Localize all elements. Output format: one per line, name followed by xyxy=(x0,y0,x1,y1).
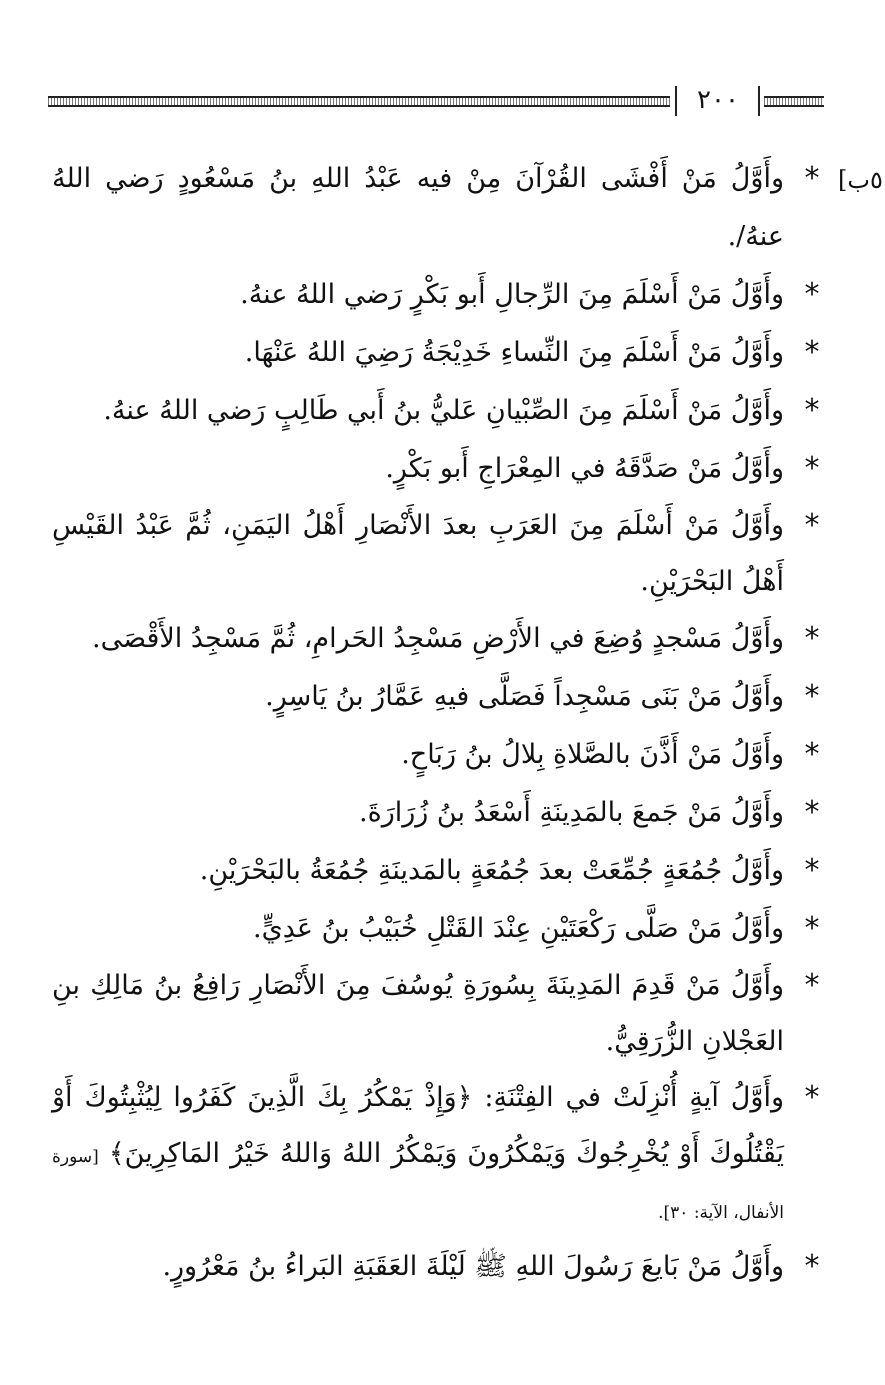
bullet-star: * xyxy=(804,508,820,543)
list-item xyxy=(52,726,832,784)
list-item xyxy=(52,958,832,1070)
list-item xyxy=(52,784,832,842)
list-item xyxy=(52,610,832,668)
bullet-star: * xyxy=(804,393,820,428)
entry-text: وأَوَّلُ مَنْ أَسْلَمَ مِنَ النِّساءِ خَدِيْجَةُ رَضِيَ اللهُ عَنْهَا. xyxy=(244,337,784,368)
entry-text: وأَوَّلُ مَنْ أَذَّنَ بالصَّلاةِ بِلالُ بنُ رَبَاحٍ. xyxy=(401,739,784,770)
entry-text: وأَوَّلُ مَنْ بَنَى مَسْجِداً فَصَلَّى فيهِ عَمَّارُ بنُ يَاسِرٍ. xyxy=(265,681,784,712)
entry-text: وأَوَّلُ مَنْ قَدِمَ المَدِينَةَ بِسُورَةِ يُوسُفَ مِنَ الأَنْصَارِ رَافِعُ بنُ مَالِكِ بنِ العَجْلانِ الزُّرَقِيُّ. xyxy=(52,970,784,1057)
bullet-star: * xyxy=(804,911,820,946)
entry-text: وأَوَّلُ مَنْ أَفْشَى القُرْآنَ مِنْ فيه عَبْدُ اللهِ بنُ مَسْعُودٍ رَضي اللهُ عنهُ/. xyxy=(52,163,784,252)
header-rule-right xyxy=(764,96,824,107)
entry-text: وأَوَّلُ مَنْ جَمعَ بالمَدِينَةِ أَسْعَدُ بنُ زُرَارَةَ. xyxy=(359,797,784,828)
page-number: ٢٠٠ xyxy=(697,85,739,115)
entry-text: وأَوَّلُ آيةٍ أُنْزِلَتْ في الفِتْنَةِ: ﴿وَإِذْ يَمْكُرُ بِكَ الَّذِينَ كَفَرُوا لِيُثْبِتُوكَ أَوْ يَقْتُلُوكَ أَوْ يُخْرِجُوكَ وَيَمْكُرُونَ وَيَمْكُرُ اللهُ وَاللهُ خَيْرُ المَاكِرِينَ﴾ xyxy=(52,1082,784,1169)
list-item xyxy=(52,498,832,610)
page-header xyxy=(0,82,885,122)
bullet-star: * xyxy=(804,968,820,1003)
list-item xyxy=(52,150,832,266)
bullet-star: * xyxy=(804,795,820,830)
list-item xyxy=(52,1238,832,1296)
bullet-star: * xyxy=(804,161,820,196)
list-item xyxy=(52,668,832,726)
list-item xyxy=(52,1070,832,1238)
header-rule-left xyxy=(48,96,670,107)
bullet-star: * xyxy=(804,679,820,714)
entry-text: وأَوَّلُ مَنْ أَسْلَمَ مِنَ الرِّجالِ أَبو بَكْرٍ رَضي اللهُ عنهُ. xyxy=(240,279,784,310)
bullet-star: * xyxy=(804,737,820,772)
list-item xyxy=(52,842,832,900)
entry-text: وأَوَّلُ مَسْجدٍ وُضِعَ في الأَرْضِ مَسْجِدُ الحَرامِ، ثُمَّ مَسْجِدُ الأَقْصَى. xyxy=(92,623,784,654)
bullet-star: * xyxy=(804,335,820,370)
verse-reference: [سورة الأنفال، الآية: ٣٠]. xyxy=(52,1147,784,1223)
margin-note: ٥ب] xyxy=(838,166,883,194)
bullet-star: * xyxy=(804,621,820,656)
entry-text: وأَوَّلُ جُمُعَةٍ جُمِّعَتْ بعدَ جُمُعَةٍ بالمَدينَةِ جُمُعَةُ بالبَحْرَيْنِ. xyxy=(199,855,784,886)
bullet-star: * xyxy=(804,1080,820,1115)
list-item xyxy=(52,382,832,440)
bullet-star: * xyxy=(804,277,820,312)
entry-text: وأَوَّلُ مَنْ أَسْلَمَ مِنَ العَرَبِ بعدَ الأَنْصَارِ أَهْلُ اليَمَنِ، ثُمَّ عَبْدُ القَيْسِ أَهْلُ البَحْرَيْنِ. xyxy=(52,510,784,597)
bullet-star: * xyxy=(804,1249,820,1284)
list-item xyxy=(52,324,832,382)
entry-text: وأَوَّلُ مَنْ بَايعَ رَسُولَ اللهِ ﷺ لَيْلَةَ العَقَبَةِ البَراءُ بنُ مَعْرُورٍ. xyxy=(162,1251,784,1282)
entry-text: وأَوَّلُ مَنْ صَدَّقَهُ في المِعْرَاجِ أَبو بَكْرٍ. xyxy=(385,453,784,484)
header-divider-left xyxy=(675,86,677,116)
list-item xyxy=(52,266,832,324)
entry-text: وأَوَّلُ مَنْ صَلَّى رَكْعَتَيْنِ عِنْدَ القَتْلِ خُبَيْبُ بنُ عَدِيٍّ. xyxy=(253,913,784,944)
header-divider-right xyxy=(758,86,760,116)
entry-text: وأَوَّلُ مَنْ أَسْلَمَ مِنَ الصِّبْيانِ عَليُّ بنُ أَبي طَالِبٍ رَضي اللهُ عنهُ. xyxy=(103,395,784,426)
bullet-star: * xyxy=(804,853,820,888)
list-item xyxy=(52,440,832,498)
list-item xyxy=(52,900,832,958)
entries-list xyxy=(52,150,832,1296)
bullet-star: * xyxy=(804,451,820,486)
